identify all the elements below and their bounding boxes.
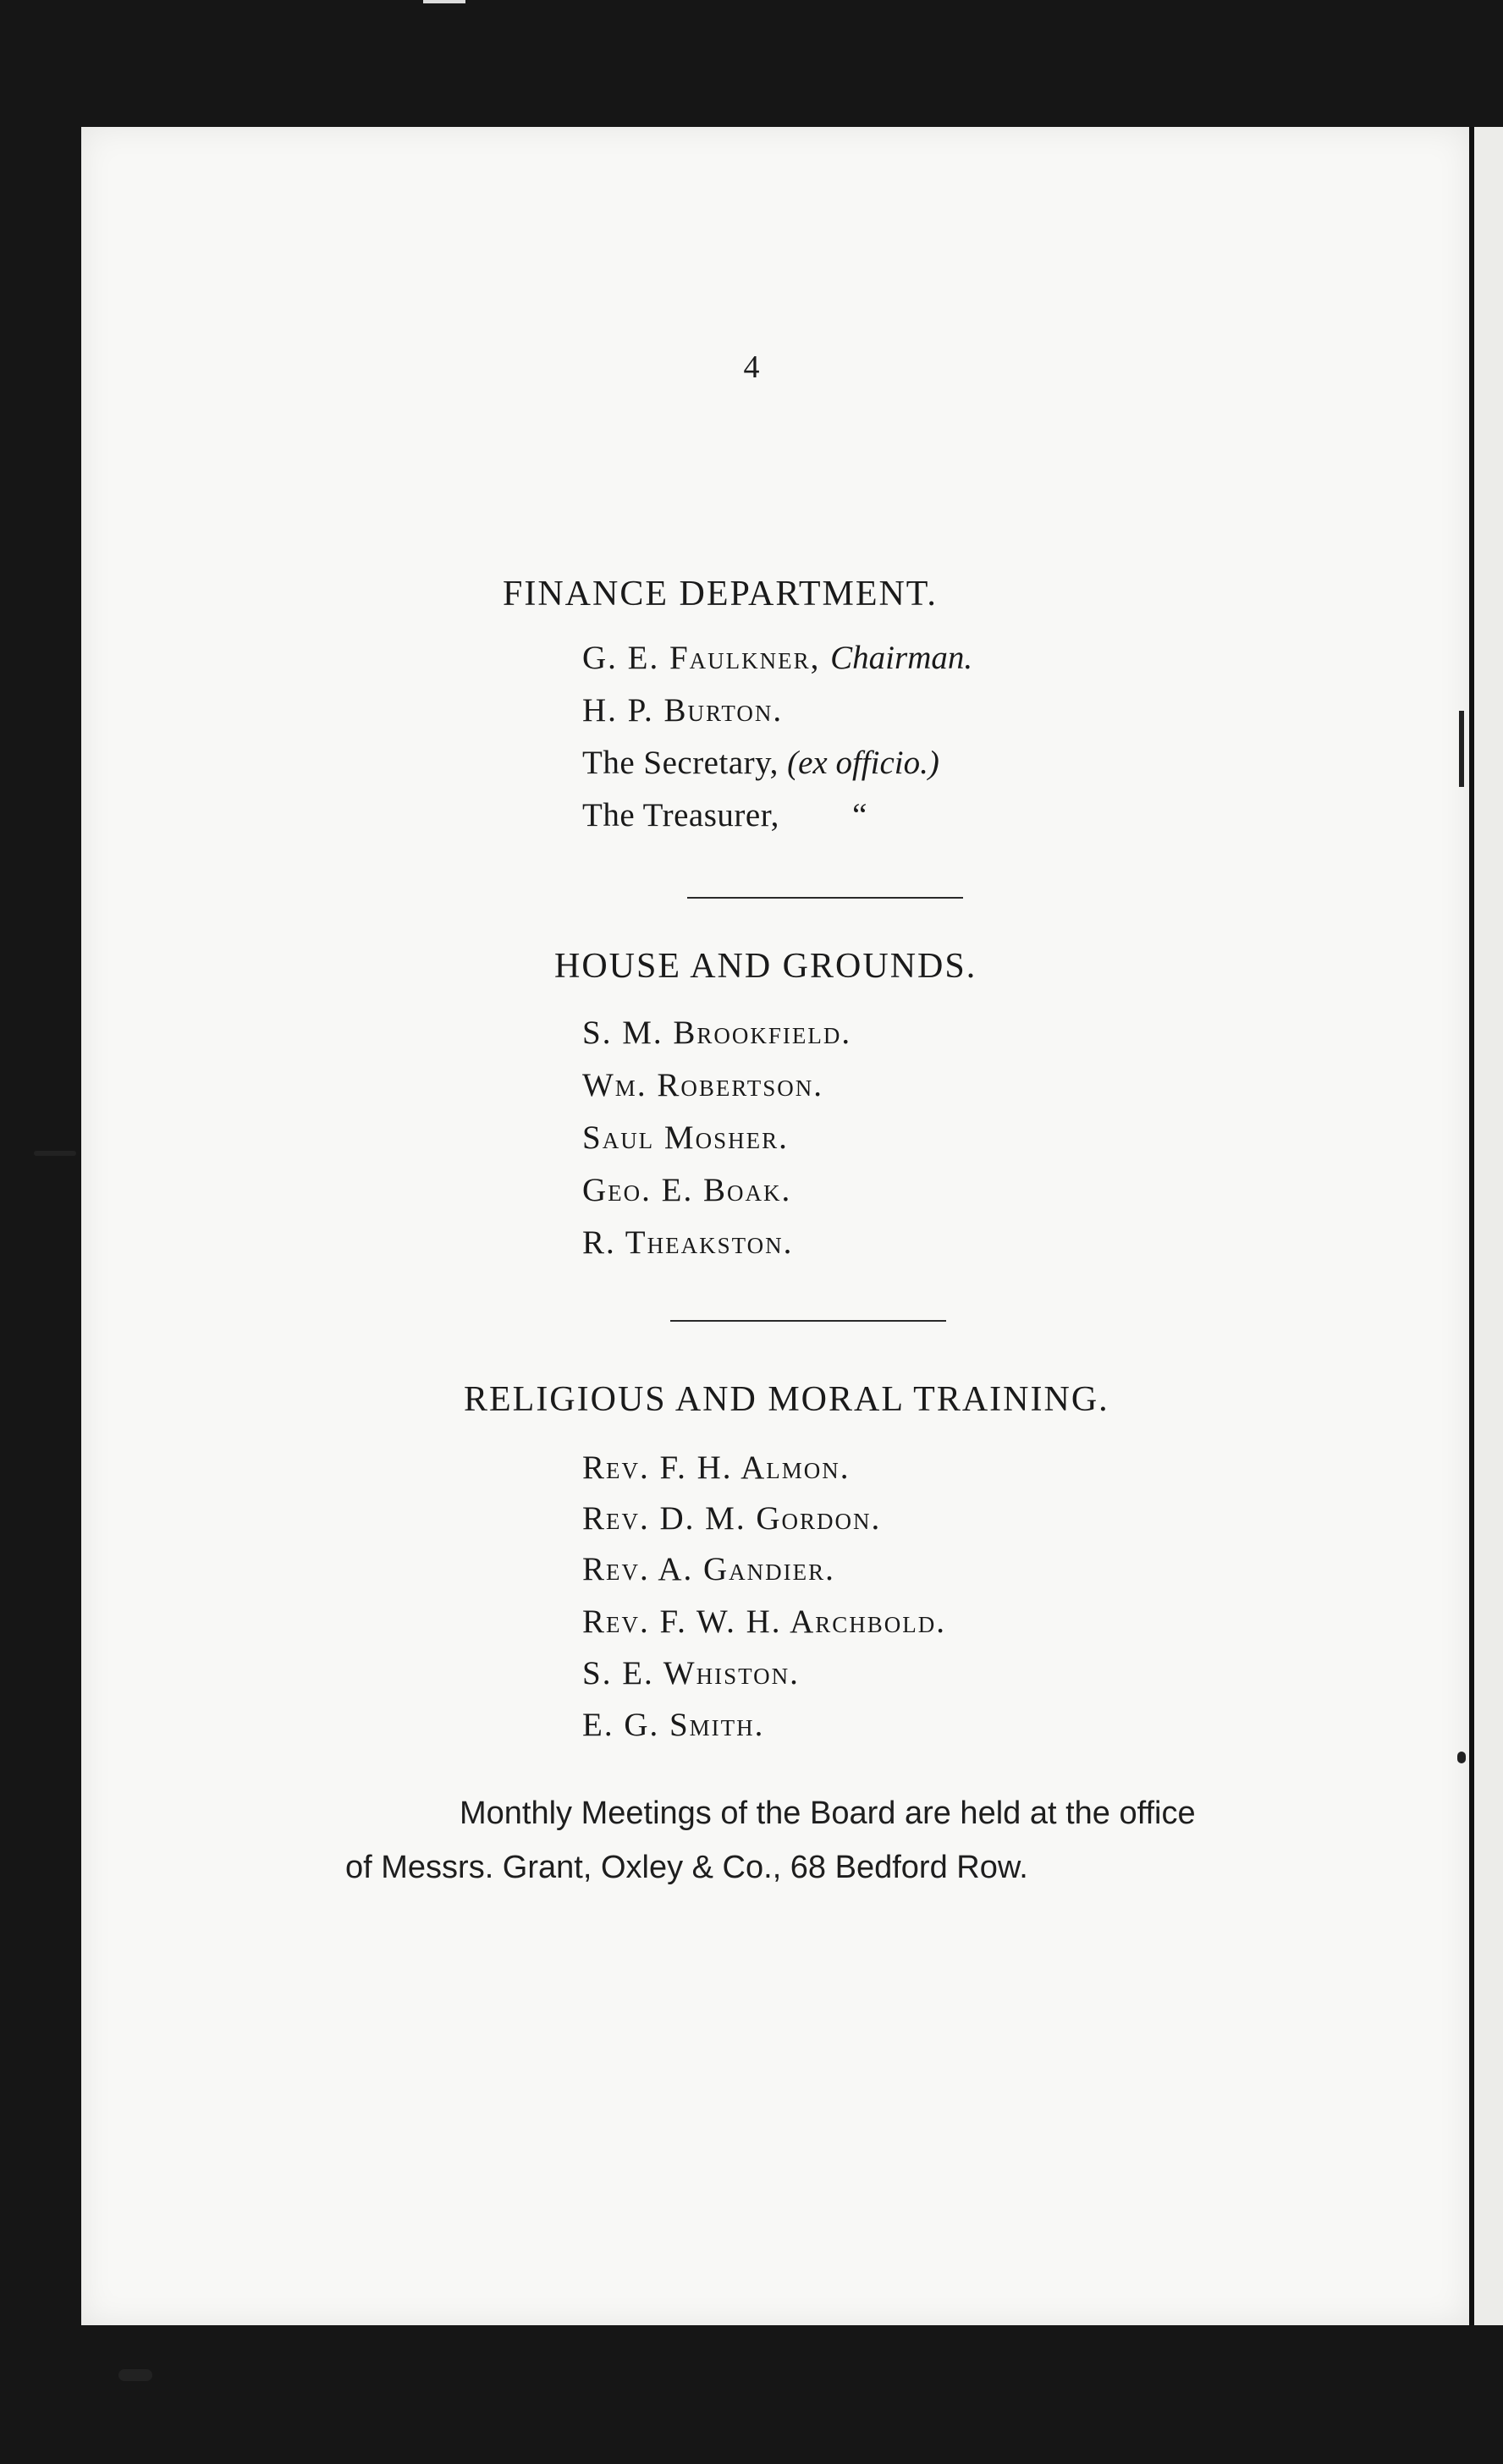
house-member: Geo. E. Boak.: [582, 1172, 792, 1208]
religious-member: Rev. F. W. H. Archbold.: [582, 1603, 947, 1640]
finance-member: The Secretary, (ex officio.): [582, 745, 939, 781]
house-member: Saul Mosher.: [582, 1119, 789, 1156]
section-divider: [687, 897, 963, 899]
house-member: Wm. Robertson.: [582, 1067, 823, 1103]
scan-mark: [423, 0, 465, 3]
house-heading: HOUSE AND GROUNDS.: [554, 947, 977, 986]
house-member: R. Theakston.: [582, 1224, 794, 1261]
scan-mark: [118, 2369, 152, 2381]
meeting-note-line1: Monthly Meetings of the Board are held at the office: [460, 1796, 1196, 1831]
scan-mark: [1459, 711, 1464, 787]
adjacent-page-edge: [1469, 127, 1503, 2325]
finance-member: G. E. Faulkner, Chairman.: [582, 640, 973, 676]
scan-mark: [1457, 1752, 1466, 1763]
finance-heading: FINANCE DEPARTMENT.: [503, 575, 938, 613]
religious-member: Rev. A. Gandier.: [582, 1551, 835, 1587]
house-member: S. M. Brookfield.: [582, 1015, 852, 1051]
scan-mark: [34, 1151, 76, 1156]
section-divider: [670, 1320, 946, 1322]
religious-member: Rev. F. H. Almon.: [582, 1449, 851, 1486]
meeting-note-line2: of Messrs. Grant, Oxley & Co., 68 Bedford Row.: [345, 1850, 1028, 1885]
religious-member: S. E. Whiston.: [582, 1655, 800, 1691]
finance-member: The Treasurer, “: [582, 797, 867, 833]
religious-heading: RELIGIOUS AND MORAL TRAINING.: [464, 1380, 1109, 1419]
religious-member: Rev. D. M. Gordon.: [582, 1500, 882, 1537]
finance-member: H. P. Burton.: [582, 692, 784, 729]
page-number: 4: [743, 349, 760, 385]
religious-member: E. G. Smith.: [582, 1707, 765, 1743]
